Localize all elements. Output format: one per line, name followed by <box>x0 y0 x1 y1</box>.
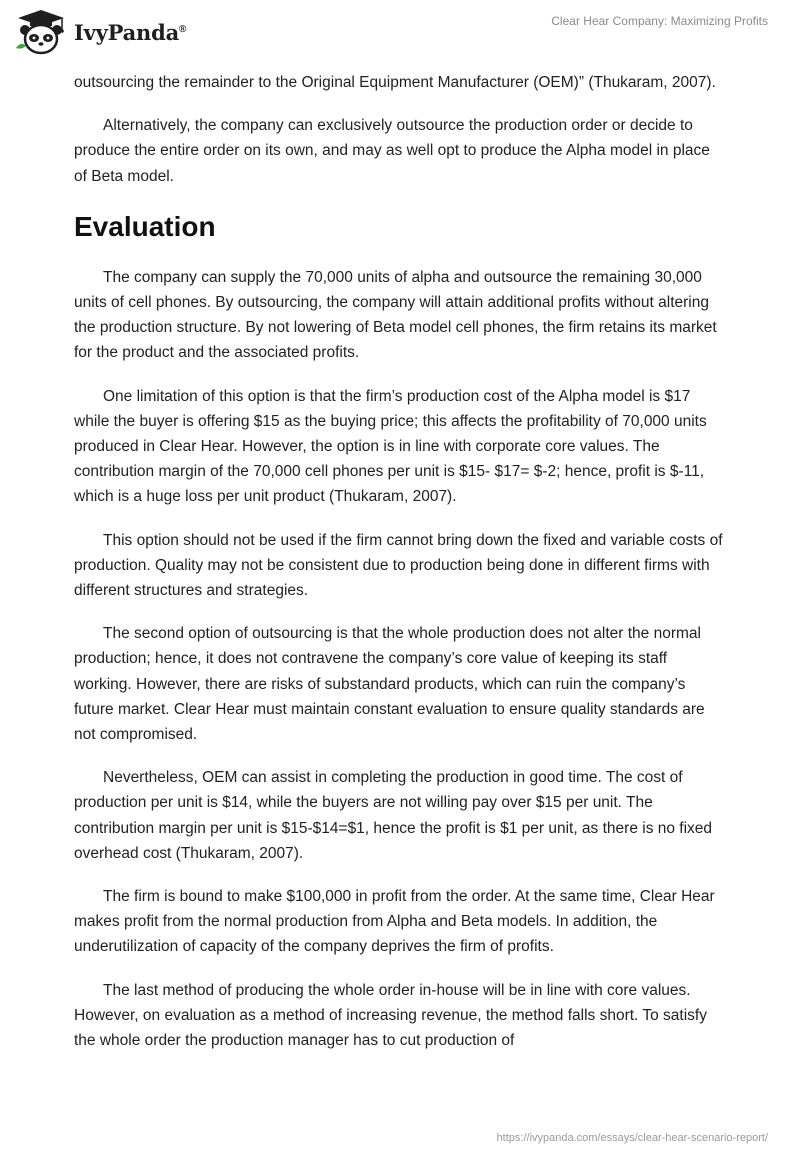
document-title: Clear Hear Company: Maximizing Profits <box>551 14 768 28</box>
source-url-link[interactable]: https://ivypanda.com/essays/clear-hear-scenario-report/ <box>496 1132 768 1144</box>
paragraph: The last method of producing the whole order in-house will be in line with core values. However, on evaluation as a method of increasing revenue, the method falls short. To satisfy the whole order the production manager has to cut production of <box>74 981 707 1050</box>
paragraph: The firm is bound to make $100,000 in profit from the order. At the same time, Clear Hear makes profit from the normal production from Alpha and Beta models. In addition, the underutilization of capacity of the company deprives the firm of profits. <box>74 888 715 956</box>
paragraph: The company can supply the 70,000 units of alpha and outsource the remaining 30,000 units of cell phones. By outsourcing, the company will attain additional profits without altering the production structure. By not lowering of Beta model cell phones, the firm retains its market for the product and the associated profits. <box>74 268 717 362</box>
paragraph-continuation: outsourcing the remainder to the Original Equipment Manufacturer (OEM)” (Thukaram, 2007). <box>74 74 716 91</box>
paragraph: The second option of outsourcing is that the whole production does not alter the normal production; hence, it does not contravene the company’s core value of keeping its staff working. However, there are risks of substandard products, which can ruin the company’s future market. Clear Hear must maintain constant evaluation to ensure quality standards are not compromised. <box>74 625 705 744</box>
paragraph: One limitation of this option is that the firm’s production cost of the Alpha model is $17 while the buyer is offering $15 as the buying price; this affects the profitability of 70,000 units produced in Clear Hear. However, the option is in line with corporate core values. The contribution margin of the 70,000 cell phones per unit is $15- $17= $-2; hence, profit is $-11, which is a huge loss per unit product (Thukaram, 2007). <box>74 387 707 506</box>
brand-name: IvyPanda® <box>74 19 187 45</box>
brand-logo[interactable] <box>12 8 186 56</box>
paragraph: Alternatively, the company can exclusively outsource the production order or decide to produce the entire order on its own, and may as well opt to produce the Alpha model in place of Beta model. <box>74 117 710 185</box>
page-header <box>0 0 800 70</box>
paragraph: This option should not be used if the firm cannot bring down the fixed and variable costs of production. Quality may not be consistent due to production being done in different firms with different structures and strategies. <box>74 531 723 600</box>
paragraph: Nevertheless, OEM can assist in completing the production in good time. The cost of production per unit is $14, while the buyers are not willing pay over $15 per unit. The contribution margin per unit is $15-$14=$1, hence the profit is $1 per unit, as there is no fixed overhead cost (Thukaram, 2007). <box>74 769 713 862</box>
panda-graduate-icon <box>12 8 70 56</box>
section-heading: Evaluation <box>74 210 216 242</box>
essay-content <box>74 70 726 1071</box>
